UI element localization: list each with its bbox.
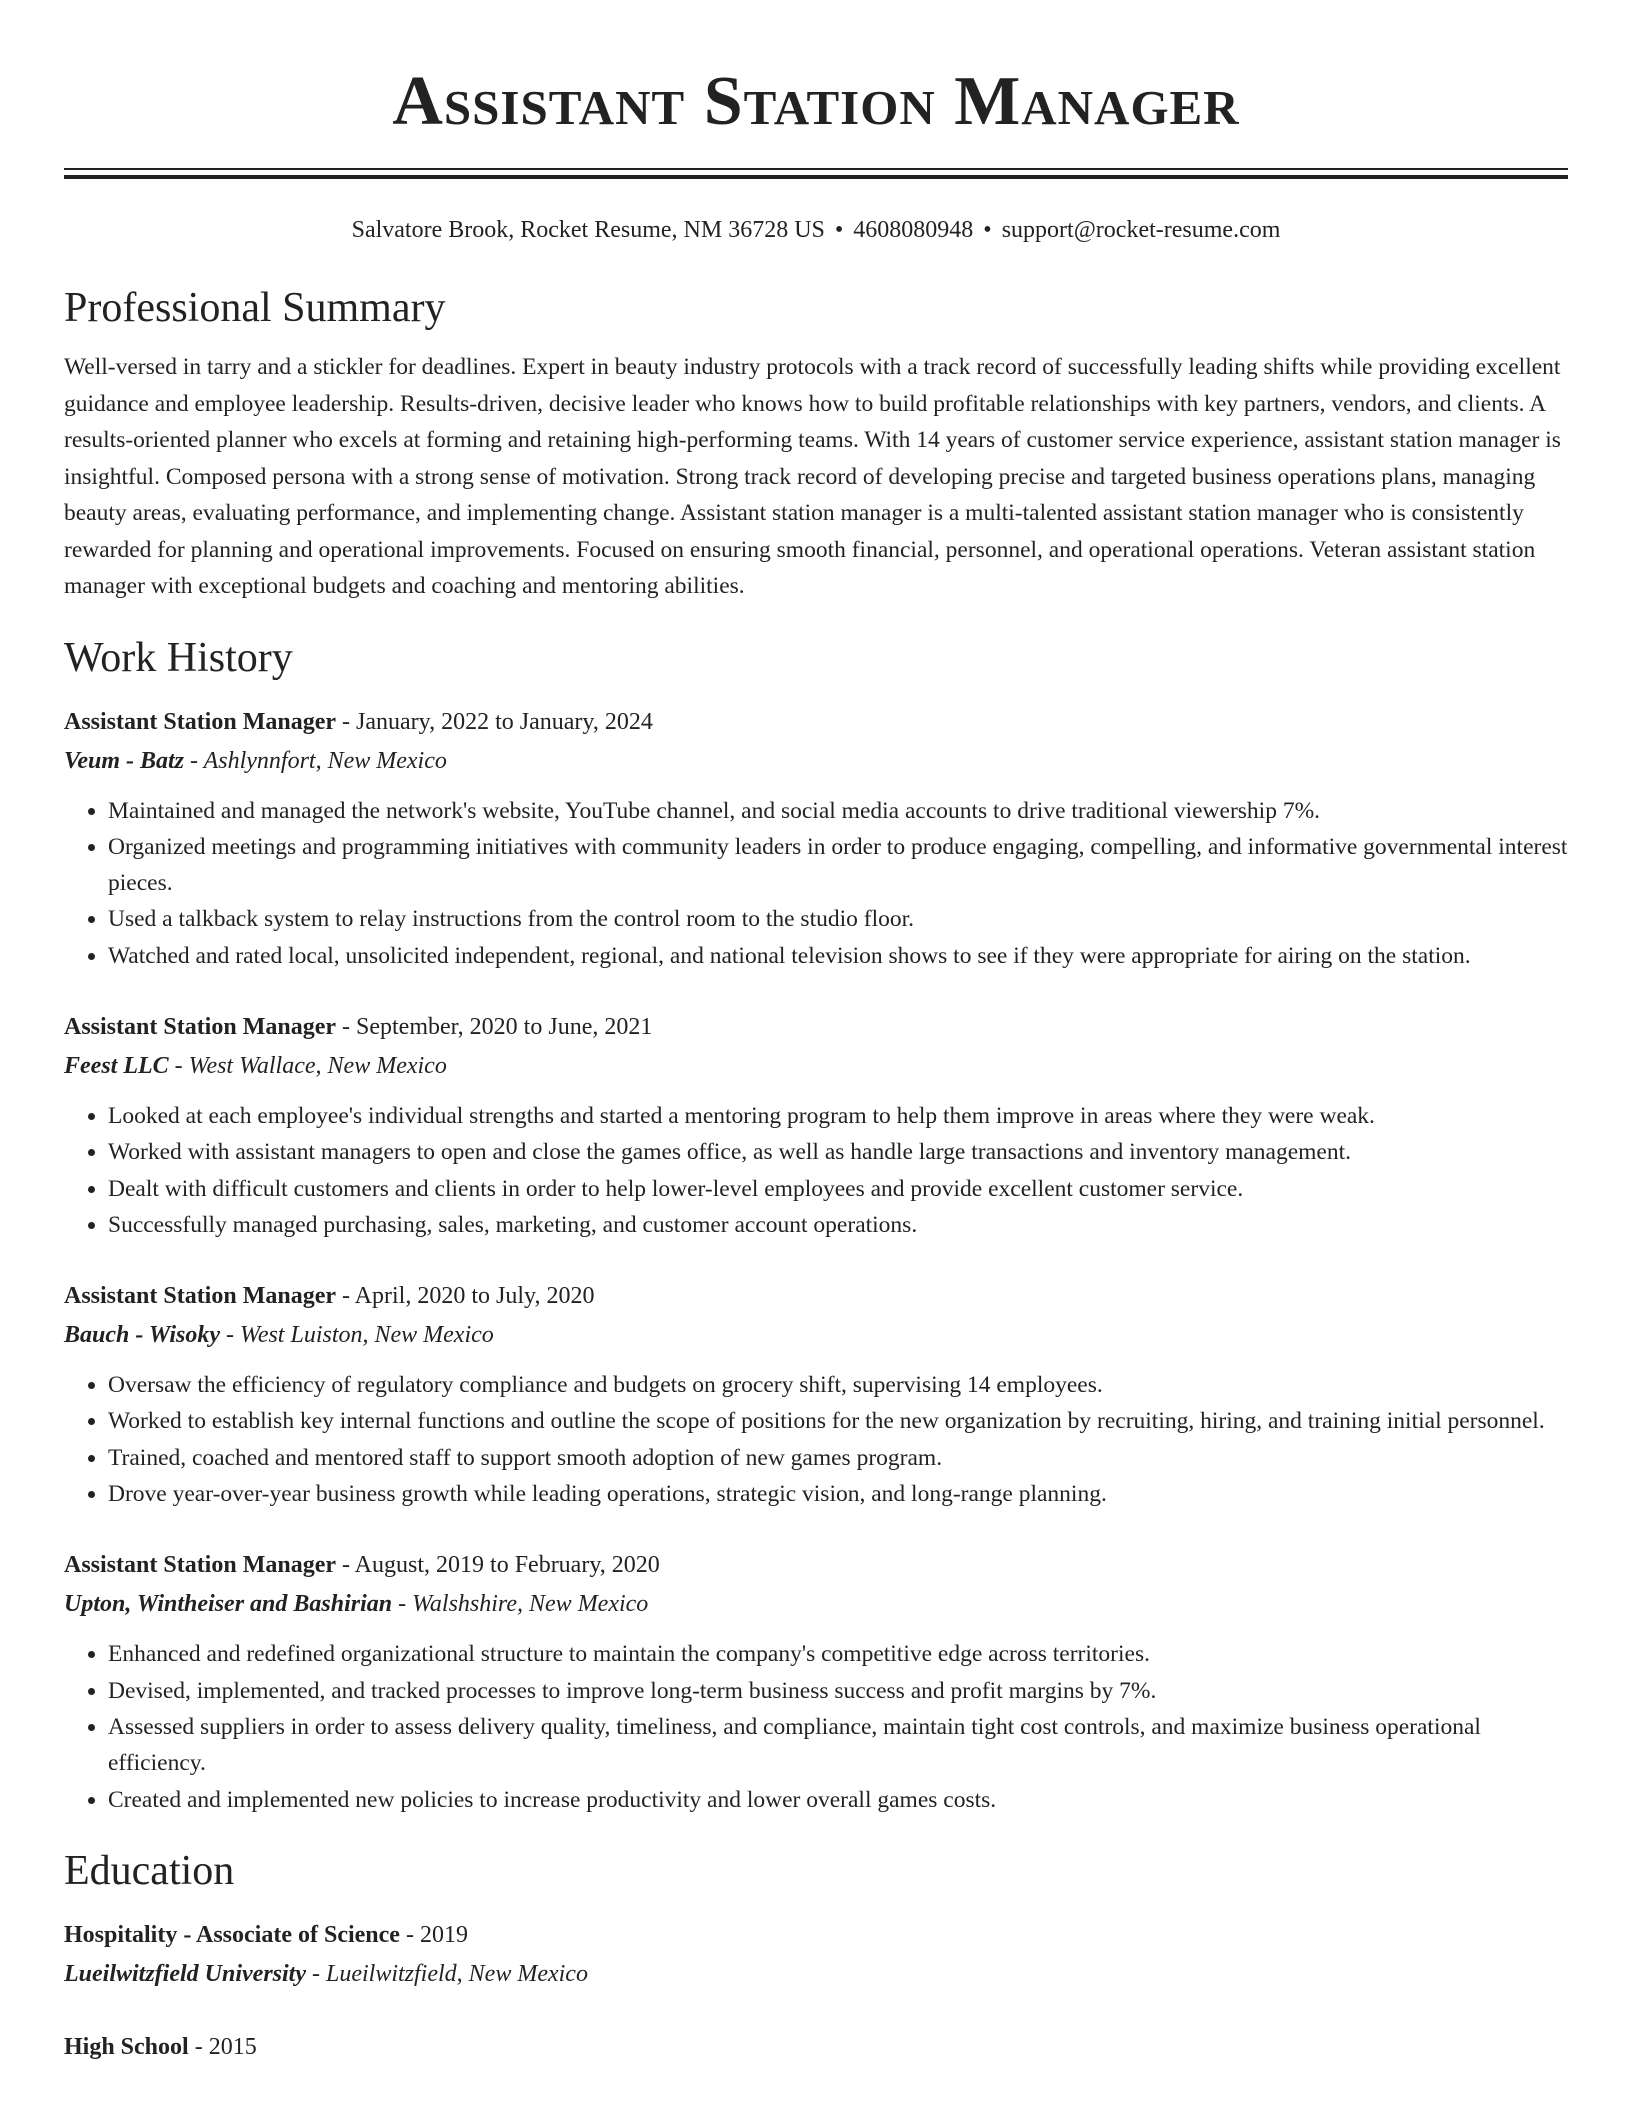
job-location: - West Wallace, New Mexico: [168, 1052, 447, 1079]
job-company: Upton, Wintheiser and Bashirian: [64, 1591, 393, 1618]
job-bullet: • Oversaw the efficiency of regulatory compliance and budgets on grocery shift, supervising 14 employees.: [108, 1367, 1568, 1403]
job-role: Assistant Station Manager: [64, 708, 337, 735]
education-entry: [64, 1916, 1568, 1994]
job-bullets: [64, 1367, 1568, 1512]
contact-separator: •: [983, 217, 992, 243]
job-bullet: • Drove year-over-year business growth while leading operations, strategic vision, and long-range planning.: [108, 1476, 1568, 1512]
job-dates: - January, 2022 to January, 2024: [336, 708, 653, 735]
contact-address: Salvatore Brook, Rocket Resume, NM 36728 US: [351, 217, 825, 243]
job-company-line: [64, 1046, 1568, 1086]
job-company-line: [64, 741, 1568, 781]
job-bullet: • Trained, coached and mentored staff to support smooth adoption of new games program.: [108, 1440, 1568, 1476]
education-header: [64, 1916, 1568, 1954]
job-entry: [64, 1008, 1568, 1243]
job-role: Assistant Station Manager: [64, 1552, 337, 1579]
title-divider-thin: [64, 168, 1568, 170]
section-heading-work-history: Work History: [64, 634, 293, 681]
contact-separator: •: [834, 217, 844, 243]
job-company: Feest LLC: [64, 1052, 169, 1079]
job-bullet: • Assessed suppliers in order to assess delivery quality, timeliness, and compliance, maintain tight cost controls, and maximize business operational efficiency.: [108, 1709, 1568, 1782]
job-bullet: • Looked at each employee's individual strengths and started a mentoring program to help them improve in areas where they were weak.: [108, 1098, 1568, 1134]
job-role: Assistant Station Manager: [64, 1013, 337, 1040]
job-bullet: • Successfully managed purchasing, sales, marketing, and customer account operations.: [108, 1207, 1568, 1243]
job-bullets: [64, 793, 1568, 974]
section-heading-education: Education: [64, 1847, 235, 1894]
job-entry: [64, 703, 1568, 974]
section-heading-summary: Professional Summary: [64, 285, 446, 331]
job-location: - West Luiston, New Mexico: [220, 1322, 494, 1349]
job-company-line: [64, 1584, 1568, 1624]
job-header: [64, 1546, 1568, 1584]
job-dates: - April, 2020 to July, 2020: [336, 1283, 595, 1310]
title-divider-thick: [64, 175, 1568, 179]
education-degree: Hospitality - Associate of Science: [64, 1921, 400, 1948]
job-role: Assistant Station Manager: [64, 1283, 337, 1310]
education-school: Lueilwitzfield University: [64, 1960, 306, 1987]
contact-line: [64, 215, 1568, 245]
education-year: - 2019: [399, 1921, 468, 1948]
education-header: [64, 2028, 1568, 2066]
education-school-line: [64, 1954, 1568, 1994]
summary-text: Well-versed in tarry and a stickler for deadlines. Expert in beauty industry protocols with a track record of successfully leading shifts while providing excellent guidance and employee leadership. Results-driven, decisive leader who knows how to build profitable relationships with key partners, vendors, and clients. A results-oriented planner who excels at forming and retaining high-performing teams. With 14 years of customer service experience, assistant station manager is insightful. Composed persona with a strong sense of motivation. Strong track record of developing precise and targeted business operations plans, managing beauty areas, evaluating performance, and implementing change. Assistant station manager is a multi-talented assistant station manager who is consistently rewarded for planning and operational improvements. Focused on ensuring smooth financial, personnel, and operational operations. Veteran assistant station manager with exceptional budgets and coaching and mentoring abilities.: [64, 354, 1561, 599]
job-bullet: • Enhanced and redefined organizational structure to maintain the company's competitive edge across territories.: [108, 1636, 1568, 1672]
job-company: Bauch - Wisoky: [64, 1322, 221, 1349]
job-bullet: • Maintained and managed the network's website, YouTube channel, and social media accounts to drive traditional viewership 7%.: [108, 793, 1568, 829]
contact-phone: 4608080948: [853, 217, 974, 243]
job-bullets: [64, 1636, 1568, 1817]
job-bullets: [64, 1098, 1568, 1243]
contact-email: support@rocket-resume.com: [1001, 217, 1281, 243]
job-header: [64, 1277, 1568, 1315]
job-location: - Ashlynnfort, New Mexico: [184, 747, 447, 774]
job-header: [64, 1008, 1568, 1046]
job-entry: [64, 1546, 1568, 1817]
job-bullet: • Created and implemented new policies to increase productivity and lower overall games costs.: [108, 1782, 1568, 1818]
job-company: Veum - Batz: [64, 747, 185, 774]
job-bullet: • Worked to establish key internal functions and outline the scope of positions for the new organization by recruiting, hiring, and training initial personnel.: [108, 1403, 1568, 1439]
job-dates: - August, 2019 to February, 2020: [336, 1552, 660, 1579]
education-entry: [64, 2028, 1568, 2066]
job-bullet: • Devised, implemented, and tracked processes to improve long-term business success and profit margins by 7%.: [108, 1673, 1568, 1709]
job-bullet: • Organized meetings and programming initiatives with community leaders in order to produce engaging, compelling, and informative governmental interest pieces.: [108, 829, 1568, 902]
resume-page: [64, 0, 1568, 2066]
job-entry: [64, 1277, 1568, 1512]
job-bullet: • Dealt with difficult customers and clients in order to help lower-level employees and provide excellent customer service.: [108, 1171, 1568, 1207]
job-dates: - September, 2020 to June, 2021: [336, 1013, 653, 1040]
page-title: Assistant Station Manager: [392, 63, 1240, 140]
job-company-line: [64, 1315, 1568, 1355]
education-year: - 2015: [188, 2033, 257, 2060]
job-location: - Walshshire, New Mexico: [392, 1591, 649, 1618]
job-header: [64, 703, 1568, 741]
job-bullet: • Worked with assistant managers to open and close the games office, as well as handle large transactions and inventory management.: [108, 1134, 1568, 1170]
job-bullet: • Used a talkback system to relay instructions from the control room to the studio floor.: [108, 901, 1568, 937]
education-degree: High School: [64, 2033, 189, 2060]
job-bullet: • Watched and rated local, unsolicited independent, regional, and national television shows to see if they were appropriate for airing on the station.: [108, 938, 1568, 974]
education-location: - Lueilwitzfield, New Mexico: [305, 1960, 588, 1987]
